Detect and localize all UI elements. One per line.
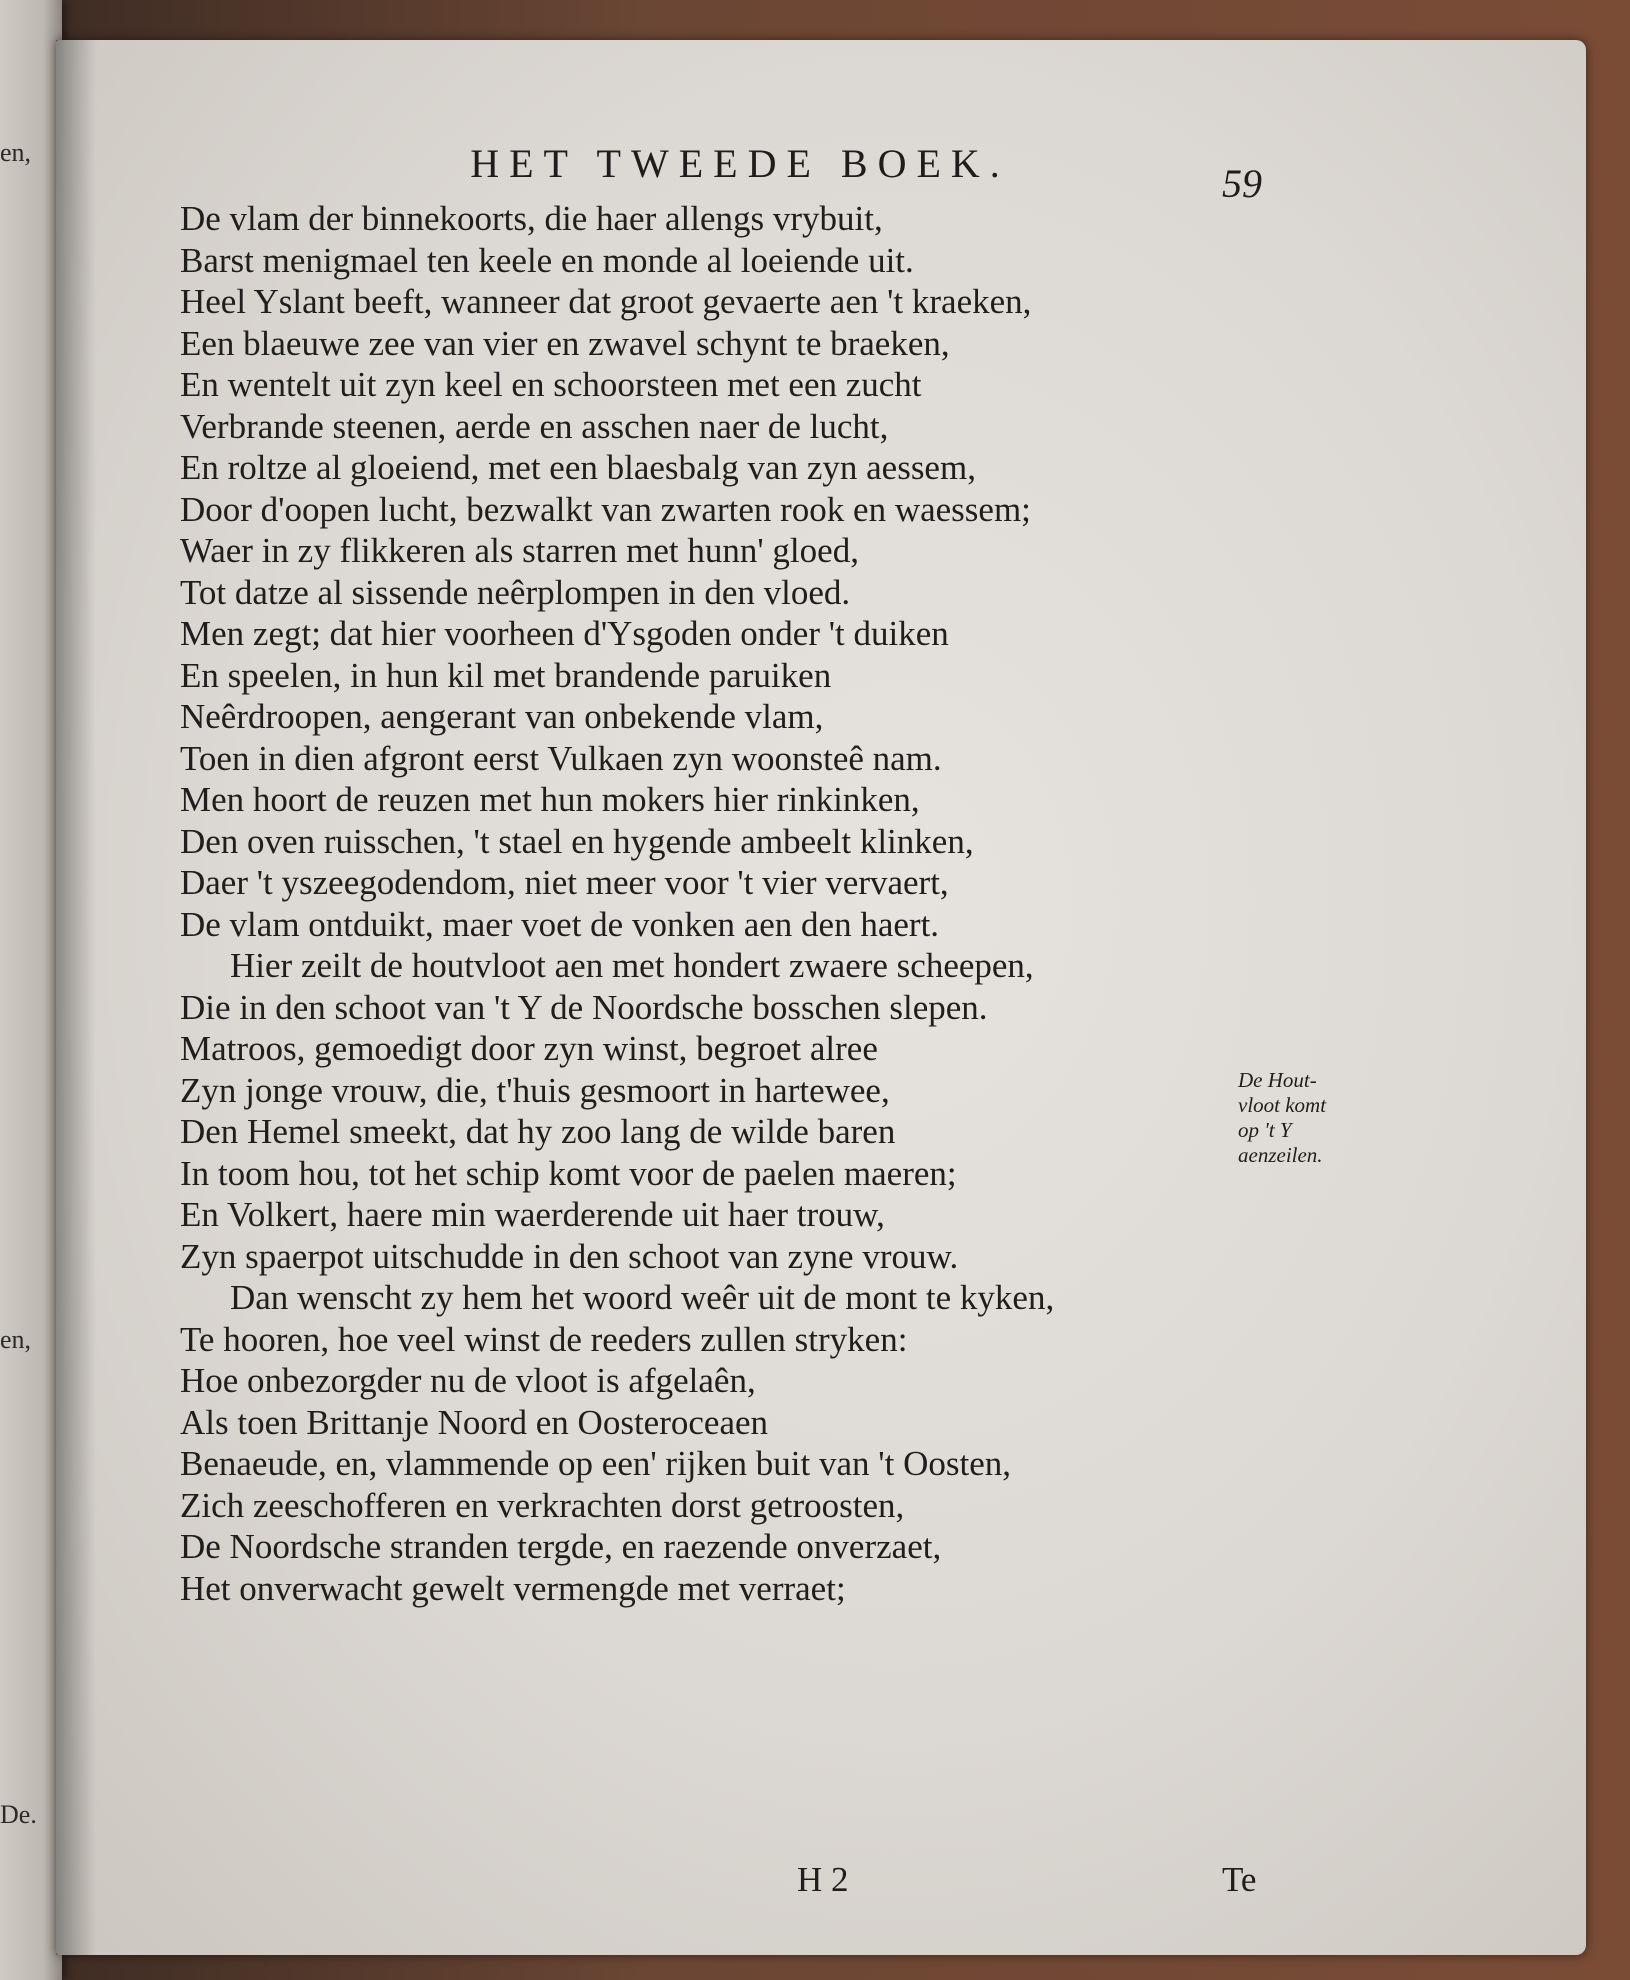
verse-line: Zyn jonge vrouw, die, t'huis gesmoort in hartewee, bbox=[180, 1070, 890, 1110]
verse-line: Hier zeilt de houtvloot aen met hondert zwaere scheepen, bbox=[230, 946, 1034, 985]
verse-line: Benaeude, en, vlammende op een' rijken buit van 't Oosten, bbox=[180, 1444, 1011, 1483]
verse-line: Die in den schoot van 't Y de Noordsche bosschen slepen. bbox=[180, 987, 988, 1027]
verse-line: Verbrande steenen, aerde en asschen naer de lucht, bbox=[180, 406, 889, 446]
verse-line: Men hoort de reuzen met hun mokers hier rinkinken, bbox=[180, 780, 920, 819]
verse-line: Matroos, gemoedigt door zyn winst, begroet alree bbox=[180, 1029, 878, 1068]
verse-line: Daer 't yszeegodendom, niet meer voor 't vier vervaert, bbox=[180, 863, 949, 902]
verse-line: Zich zeeschofferen en verkrachten dorst getroosten, bbox=[180, 1485, 905, 1525]
verse-line: Heel Yslant beeft, wanneer dat groot gevaerte aen 't kraeken, bbox=[180, 282, 1032, 321]
verse-line: Neêrdroopen, aengerant van onbekende vlam, bbox=[180, 697, 824, 736]
verse-line: Het onverwacht gewelt vermengde met verraet; bbox=[180, 1568, 846, 1608]
verse-line: De Noordsche stranden tergde, en raezende onverzaet, bbox=[180, 1527, 942, 1566]
verse-line: En speelen, in hun kil met brandende paruiken bbox=[180, 655, 832, 695]
verse-line: De vlam der binnekoorts, die haer allengs vrybuit, bbox=[180, 199, 883, 238]
verse-line: Den Hemel smeekt, dat hy zoo lang de wilde baren bbox=[180, 1112, 896, 1151]
verse-line: En roltze al gloeiend, met een blaesbalg van zyn aessem, bbox=[180, 448, 976, 487]
verse-line: Tot datze al sissende neêrplompen in den vloed. bbox=[180, 572, 851, 612]
verse-line: Als toen Brittanje Noord en Oosteroceaen bbox=[180, 1402, 769, 1442]
poem-text bbox=[180, 198, 1280, 1609]
verse-line: Den oven ruisschen, 't stael en hygende ambeelt klinken, bbox=[180, 821, 974, 861]
running-head: HET TWEEDE BOEK. bbox=[470, 141, 1010, 186]
verse-line: Dan wenscht zy hem het woord weêr uit de mont te kyken, bbox=[230, 1278, 1055, 1317]
page-gutter-shadow bbox=[56, 40, 96, 1955]
marginal-note bbox=[1238, 1068, 1388, 1168]
facing-page-edge bbox=[0, 0, 62, 1980]
verse-line: Een blaeuwe zee van vier en zwavel schynt te braeken, bbox=[180, 323, 950, 363]
verse-line: Zyn spaerpot uitschudde in den schoot van zyne vrouw. bbox=[180, 1236, 959, 1276]
verse-line: Barst menigmael ten keele en monde al loeiende uit. bbox=[180, 240, 914, 280]
verse-line: Hoe onbezorgder nu de vloot is afgelaên, bbox=[180, 1361, 756, 1400]
verse-line: Te hooren, hoe veel winst de reeders zullen stryken: bbox=[180, 1319, 908, 1359]
verse-line: In toom hou, tot het schip komt voor de paelen maeren; bbox=[180, 1153, 957, 1193]
verse-line: Men zegt; dat hier voorheen d'Ysgoden onder 't duiken bbox=[180, 614, 949, 653]
verse-line: De vlam ontduikt, maer voet de vonken aen den haert. bbox=[180, 904, 940, 944]
facing-page-fragment: en, bbox=[0, 138, 32, 167]
signature-mark: H 2 bbox=[797, 1860, 849, 1899]
catchword: Te bbox=[1222, 1860, 1257, 1899]
verse-line: En wentelt uit zyn keel en schoorsteen met een zucht bbox=[180, 365, 922, 404]
verse-line: Toen in dien afgront eerst Vulkaen zyn woonsteê nam. bbox=[180, 738, 942, 778]
verse-line: En Volkert, haere min waerderende uit haer trouw, bbox=[180, 1195, 885, 1234]
verse-line: Door d'oopen lucht, bezwalkt van zwarten rook en waessem; bbox=[180, 489, 1031, 529]
page-number: 59 bbox=[1222, 161, 1262, 206]
verse-line: Waer in zy flikkeren als starren met hunn' gloed, bbox=[180, 531, 859, 570]
facing-page-fragment: en, bbox=[0, 1325, 32, 1354]
marginal-note-line: vloot komt bbox=[1238, 1093, 1327, 1117]
facing-page-fragment: De. bbox=[0, 1800, 37, 1829]
marginal-note-line: De Hout- bbox=[1238, 1068, 1317, 1092]
marginal-note-line: op 't Y bbox=[1238, 1118, 1292, 1142]
marginal-note-line: aenzeilen. bbox=[1238, 1143, 1323, 1167]
